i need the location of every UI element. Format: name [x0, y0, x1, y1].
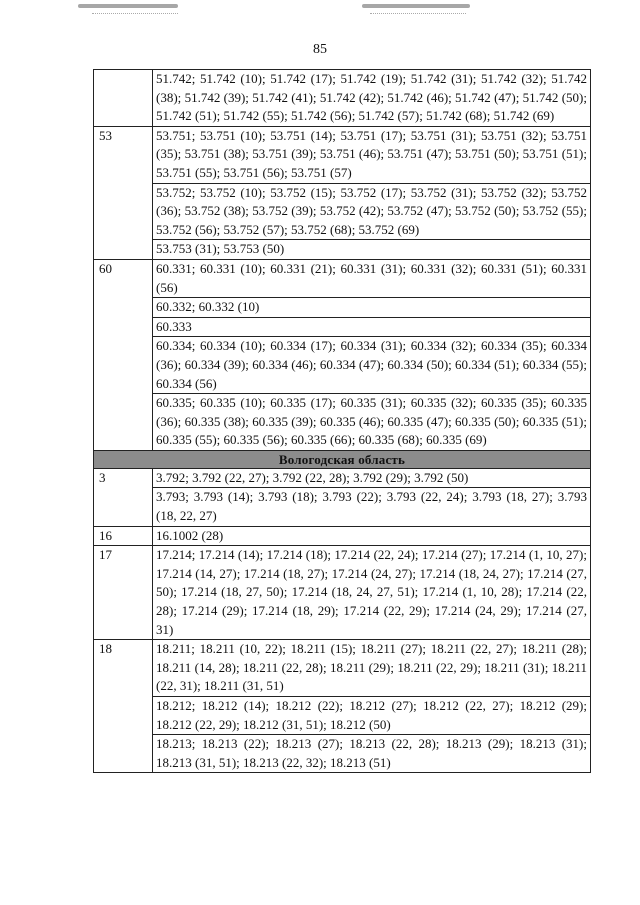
codes-entry-cell: 60.331; 60.331 (10); 60.331 (21); 60.331 (31); 60.331 (32); 60.331 (51); 60.331 (56): [153, 259, 591, 297]
codes-entry-cell: 53.752; 53.752 (10); 53.752 (15); 53.752 (17); 53.752 (31); 53.752 (32); 53.752 (36); 53.752 (38); 53.752 (39); 53.752 (42); 53.752 (47); 53.752 (50); 53.752 (55); 53.752 (56); 53.752 (57); 53.752 (68); 53.752 (69): [153, 183, 591, 240]
page-number: 85: [313, 42, 327, 57]
codes-entry-cell: 60.333: [153, 317, 591, 337]
group-code-cell: 53: [94, 126, 153, 259]
table-row: [94, 337, 591, 394]
table-row: [94, 259, 591, 297]
group-code-cell: 3: [94, 468, 153, 526]
table-row: [94, 298, 591, 318]
codes-entry-cell: 3.793; 3.793 (14); 3.793 (18); 3.793 (22); 3.793 (22, 24); 3.793 (18, 27); 3.793 (18, 22, 27): [153, 488, 591, 526]
table-row: [94, 546, 591, 640]
region-title: Вологодская область: [94, 450, 591, 468]
codes-entry-cell: 16.1002 (28): [153, 526, 591, 546]
table-row: [94, 70, 591, 127]
scan-artifact-left: [78, 0, 183, 14]
codes-entry-cell: 60.334; 60.334 (10); 60.334 (17); 60.334 (31); 60.334 (32); 60.334 (35); 60.334 (36); 60.334 (39); 60.334 (46); 60.334 (47); 60.334 (50); 60.334 (51); 60.334 (55); 60.334 (56): [153, 337, 591, 394]
region-header-row: [94, 450, 591, 468]
table-row: [94, 394, 591, 451]
table-row: [94, 526, 591, 546]
codes-entry-cell: 18.212; 18.212 (14); 18.212 (22); 18.212 (27); 18.212 (22, 27); 18.212 (29); 18.212 (22, 29); 18.212 (31, 51); 18.212 (50): [153, 697, 591, 735]
group-code-cell: 17: [94, 546, 153, 640]
table-row: [94, 488, 591, 526]
table-row: [94, 468, 591, 488]
group-code-cell: [94, 70, 153, 127]
group-code-cell: 60: [94, 259, 153, 450]
table-row: [94, 640, 591, 697]
codes-entry-cell: 60.332; 60.332 (10): [153, 298, 591, 318]
table-row: [94, 697, 591, 735]
codes-entry-cell: 53.751; 53.751 (10); 53.751 (14); 53.751 (17); 53.751 (31); 53.751 (32); 53.751 (35); 53.751 (38); 53.751 (39); 53.751 (46); 53.751 (47); 53.751 (50); 53.751 (51); 53.751 (55); 53.751 (56); 53.751 (57): [153, 126, 591, 183]
codes-entry-cell: 18.211; 18.211 (10, 22); 18.211 (15); 18.211 (27); 18.211 (22, 27); 18.211 (28); 18.211 (14, 28); 18.211 (22, 28); 18.211 (29); 18.211 (22, 29); 18.211 (31); 18.211 (22, 31); 18.211 (31, 51): [153, 640, 591, 697]
codes-entry-cell: 51.742; 51.742 (10); 51.742 (17); 51.742 (19); 51.742 (31); 51.742 (32); 51.742 (38); 51.742 (39); 51.742 (41); 51.742 (42); 51.742 (46); 51.742 (47); 51.742 (50); 51.742 (51); 51.742 (55); 51.742 (56); 51.742 (57); 51.742 (68); 51.742 (69): [153, 70, 591, 127]
codes-entry-cell: 17.214; 17.214 (14); 17.214 (18); 17.214 (22, 24); 17.214 (27); 17.214 (1, 10, 27); 17.214 (14, 27); 17.214 (18, 27); 17.214 (24, 27); 17.214 (18, 24, 27); 17.214 (27, 50); 17.214 (18, 27, 50); 17.214 (18, 24, 27, 51); 17.214 (1, 10, 28); 17.214 (22, 28); 17.214 (29); 17.214 (18, 29); 17.214 (22, 29); 17.214 (24, 29); 17.214 (27, 31): [153, 546, 591, 640]
scan-artifact-right: [362, 0, 472, 14]
codes-table: [93, 69, 591, 773]
table-row: [94, 735, 591, 773]
codes-entry-cell: 3.792; 3.792 (22, 27); 3.792 (22, 28); 3.792 (29); 3.792 (50): [153, 468, 591, 488]
table-row: [94, 126, 591, 183]
table-row: [94, 317, 591, 337]
group-code-cell: 16: [94, 526, 153, 546]
table-row: [94, 240, 591, 260]
group-code-cell: 18: [94, 640, 153, 773]
codes-entry-cell: 53.753 (31); 53.753 (50): [153, 240, 591, 260]
codes-entry-cell: 60.335; 60.335 (10); 60.335 (17); 60.335 (31); 60.335 (32); 60.335 (35); 60.335 (36); 60.335 (38); 60.335 (39); 60.335 (46); 60.335 (47); 60.335 (50); 60.335 (51); 60.335 (55); 60.335 (56); 60.335 (66); 60.335 (68); 60.335 (69): [153, 394, 591, 451]
codes-entry-cell: 18.213; 18.213 (22); 18.213 (27); 18.213 (22, 28); 18.213 (29); 18.213 (31); 18.213 (31, 51); 18.213 (22, 32); 18.213 (51): [153, 735, 591, 773]
table-row: [94, 183, 591, 240]
